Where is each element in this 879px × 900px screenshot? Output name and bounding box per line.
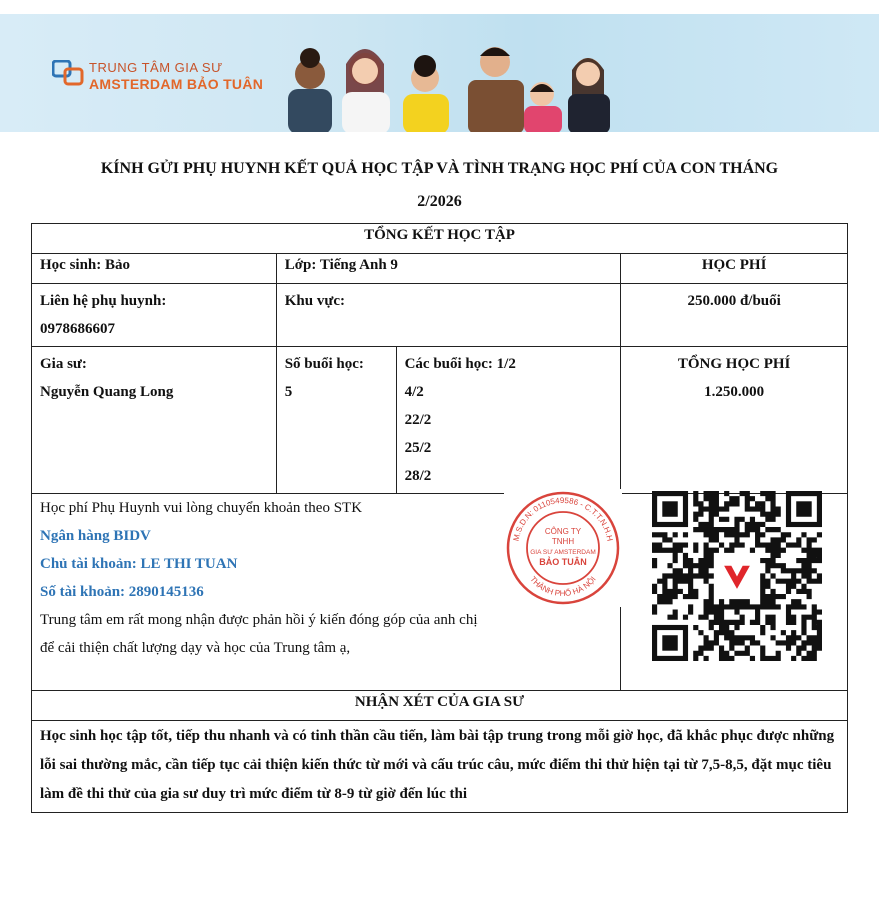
qr-finder <box>655 494 686 525</box>
account-holder: Chủ tài khoản: LE THI TUAN <box>40 556 238 572</box>
fee-header: HỌC PHÍ <box>621 254 848 284</box>
account-number: Số tài khoản: 2890145136 <box>40 584 204 600</box>
header-banner <box>0 14 879 132</box>
tutor-label: Gia sư: <box>40 356 87 372</box>
qr-finder <box>655 628 686 659</box>
review-text: Học sinh học tập tốt, tiếp thu nhanh và có tinh thần cầu tiến, làm bài tập trung trong mỗi giờ học, đã khắc phục được những lỗi sai thường mắc, cần tiếp tục cải thiện kiến thức từ mới và cấu trúc câu, mức điểm thi thử hiện tại từ 7,5-8,5, đặt mục tiêu làm đề thi thử của gia sư duy trì mức điểm từ 8-9 từ giờ đến lúc thi <box>32 721 848 813</box>
stamp-bottom-text: THÀNH PHỐ HÀ NỘI <box>528 574 598 599</box>
total-fee-cell <box>621 347 848 494</box>
area-label: Khu vực: <box>276 284 621 347</box>
session-date: 4/2 <box>404 384 424 400</box>
total-fee-value: 1.250.000 <box>704 384 765 400</box>
qr-code <box>652 491 822 661</box>
class-name: Lớp: Tiếng Anh 9 <box>276 254 621 284</box>
review-header: NHẬN XÉT CỦA GIA SƯ <box>32 691 848 721</box>
sessions-label: Số buổi học: <box>284 356 364 372</box>
tutor-name: Nguyễn Quang Long <box>40 384 174 400</box>
parent-contact-label: Liên hệ phụ huynh: <box>40 293 167 309</box>
logo-icon <box>52 60 84 86</box>
fee-per-session: 250.000 đ/buổi <box>621 284 848 347</box>
sessions-cell <box>276 347 396 494</box>
stamp-ring-text: M.S.D.N: 0110549586 - C.T.T.N.H.H <box>511 495 615 542</box>
tutor-cell <box>32 347 277 494</box>
qr-finder <box>789 494 820 525</box>
session-date: 22/2 <box>404 412 432 428</box>
people-photo <box>270 14 620 132</box>
session-dates-cell <box>396 347 621 494</box>
feedback-line1: Trung tâm em rất mong nhận được phản hồi ý kiến đóng góp của anh chị <box>40 612 478 628</box>
payment-instruction: Học phí Phụ Huynh vui lòng chuyển khoản theo STK <box>40 500 363 516</box>
feedback-line2: để cải thiện chất lượng dạy và học của Trung tâm ạ, <box>40 640 351 656</box>
session-dates-label: Các buổi học: 1/2 <box>404 356 516 372</box>
company-stamp <box>504 489 622 607</box>
parent-phone: 0978686607 <box>40 321 115 337</box>
stamp-inner1: CÔNG TY <box>544 527 582 536</box>
sessions-count: 5 <box>284 384 293 400</box>
logo-line1: TRUNG TÂM GIA SƯ <box>89 60 223 75</box>
parent-contact-cell <box>32 284 277 347</box>
page-title-line2: 2/2026 <box>417 193 462 210</box>
stamp-inner2: TNHH <box>551 537 575 546</box>
logo-line2: AMSTERDAM BẢO TUÂN <box>89 76 264 92</box>
stamp-inner3: GIA SƯ AMSTERDAM <box>530 549 596 556</box>
session-date: 25/2 <box>404 440 432 456</box>
summary-header: TỔNG KẾT HỌC TẬP <box>32 224 848 254</box>
page-title-line1: KÍNH GỬI PHỤ HUYNH KẾT QUẢ HỌC TẬP VÀ TÌNH TRẠNG HỌC PHÍ CỦA CON THÁNG <box>100 160 779 177</box>
stamp-inner4: BẢO TUÂN <box>539 557 587 567</box>
student-name: Học sinh: Bảo <box>32 254 277 284</box>
session-date: 28/2 <box>404 468 432 484</box>
bank-name: Ngân hàng BIDV <box>40 528 151 544</box>
total-fee-label: TỔNG HỌC PHÍ <box>677 356 791 372</box>
